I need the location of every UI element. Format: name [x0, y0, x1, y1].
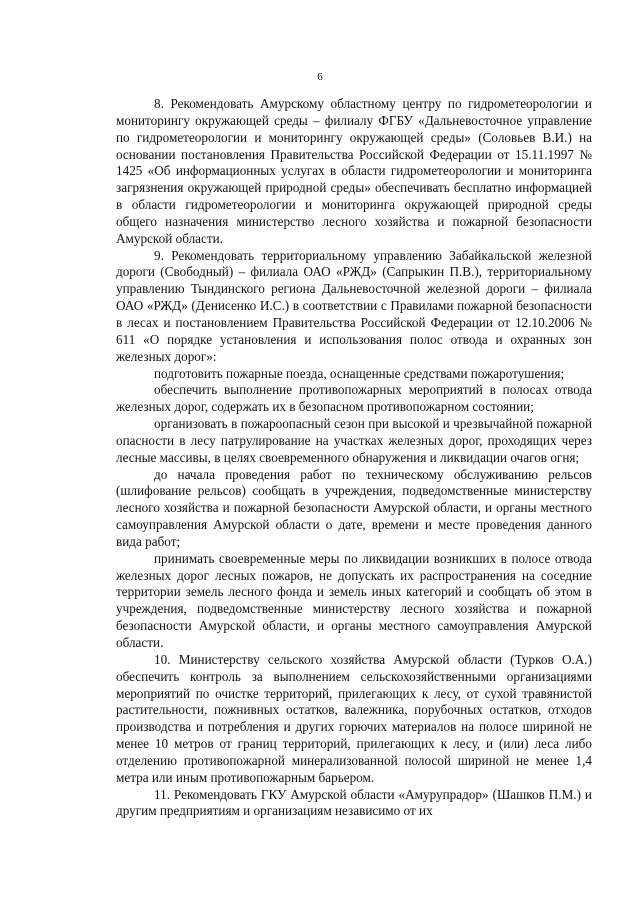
list-item: до начала проведения работ по техническому обслуживанию рельсов (шлифование рельсов) сообщать в учреждения, подведомственные министерству лесного хозяйства и пожарной безопасности Амурской области, и органы местного самоуправления Амурской области о дате, времени и месте проведения данного вида работ;	[116, 466, 592, 549]
paragraph-item-11: 11. Рекомендовать ГКУ Амурской области «Амурупрадор» (Шашков П.М.) и другим предприятиям и организациям независимо от их	[116, 786, 592, 819]
list-item: обеспечить выполнение противопожарных мероприятий в полосах отвода железных дорог, содержать их в безопасном противопожарном состоянии;	[116, 382, 592, 415]
paragraph-item-10: 10. Министерству сельского хозяйства Амурской области (Турков О.А.) обеспечить контроль за выполнением сельскохозяйственными организациями мероприятий по очистке территорий, прилегающих к лесу, от сухой травянистой растительности, пожнивных остатков, валежника, порубочных остатков, отходов производства и потребления и других горючих материалов на полосе шириной не менее 10 метров от границ территорий, прилегающих к лесу, и (или) леса либо отделению противопожарной минерализованной полосой шириной не менее 1,4 метра или иным противопожарным барьером.	[116, 651, 592, 785]
list-item: подготовить пожарные поезда, оснащенные средствами пожаротушения;	[154, 365, 565, 381]
list-item: организовать в пожароопасный сезон при высокой и чрезвычайной пожарной опасности в лесу патрулирование на участках железных дорог, проходящих через лесные массивы, в целях своевременного обнаружения и ликвидации очагов огня;	[116, 416, 592, 465]
page-number: 6	[317, 71, 323, 83]
document-body	[116, 96, 592, 820]
paragraph-item-9: 9. Рекомендовать территориальному управлению Забайкальской железной дороги (Свободный) – филиала ОАО «РЖД» (Сапрыкин П.В.), территориальному управлению Тындинского региона Дальневосточной железной дороги – филиала ОАО «РЖД» (Денисенко И.С.) в соответствии с Правилами пожарной безопасности в лесах и постановлением Правительства Российской Федерации от 12.10.2006 № 611 «О порядке установления и использования полос отвода и охранных зон железных дорог»:	[116, 247, 592, 364]
list-item: принимать своевременные меры по ликвидации возникших в полосе отвода железных дорог лесных пожаров, не допускать их распространения на соседние территории земель лесного фонда и земель иных категорий и сообщать об этом в учреждения, подведомственные министерству лесного хозяйства и пожарной безопасности Амурской области, и органы местного самоуправления Амурской области.	[116, 550, 592, 650]
paragraph-item-8: 8. Рекомендовать Амурскому областному центру по гидрометеорологии и мониторингу окружающей среды – филиалу ФГБУ «Дальневосточное управление по гидрометеорологии и мониторингу окружающей среды» (Соловьев В.И.) на основании постановления Правительства Российской Федерации от 15.11.1997 № 1425 «Об информационных услугах в области гидрометеорологии и мониторинга загрязнения окружающей природной среды» обеспечивать бесплатно информацией в области гидрометеорологии и мониторинга окружающей природной среды общего назначения министерство лесного хозяйства и пожарной безопасности Амурской области.	[116, 96, 592, 246]
